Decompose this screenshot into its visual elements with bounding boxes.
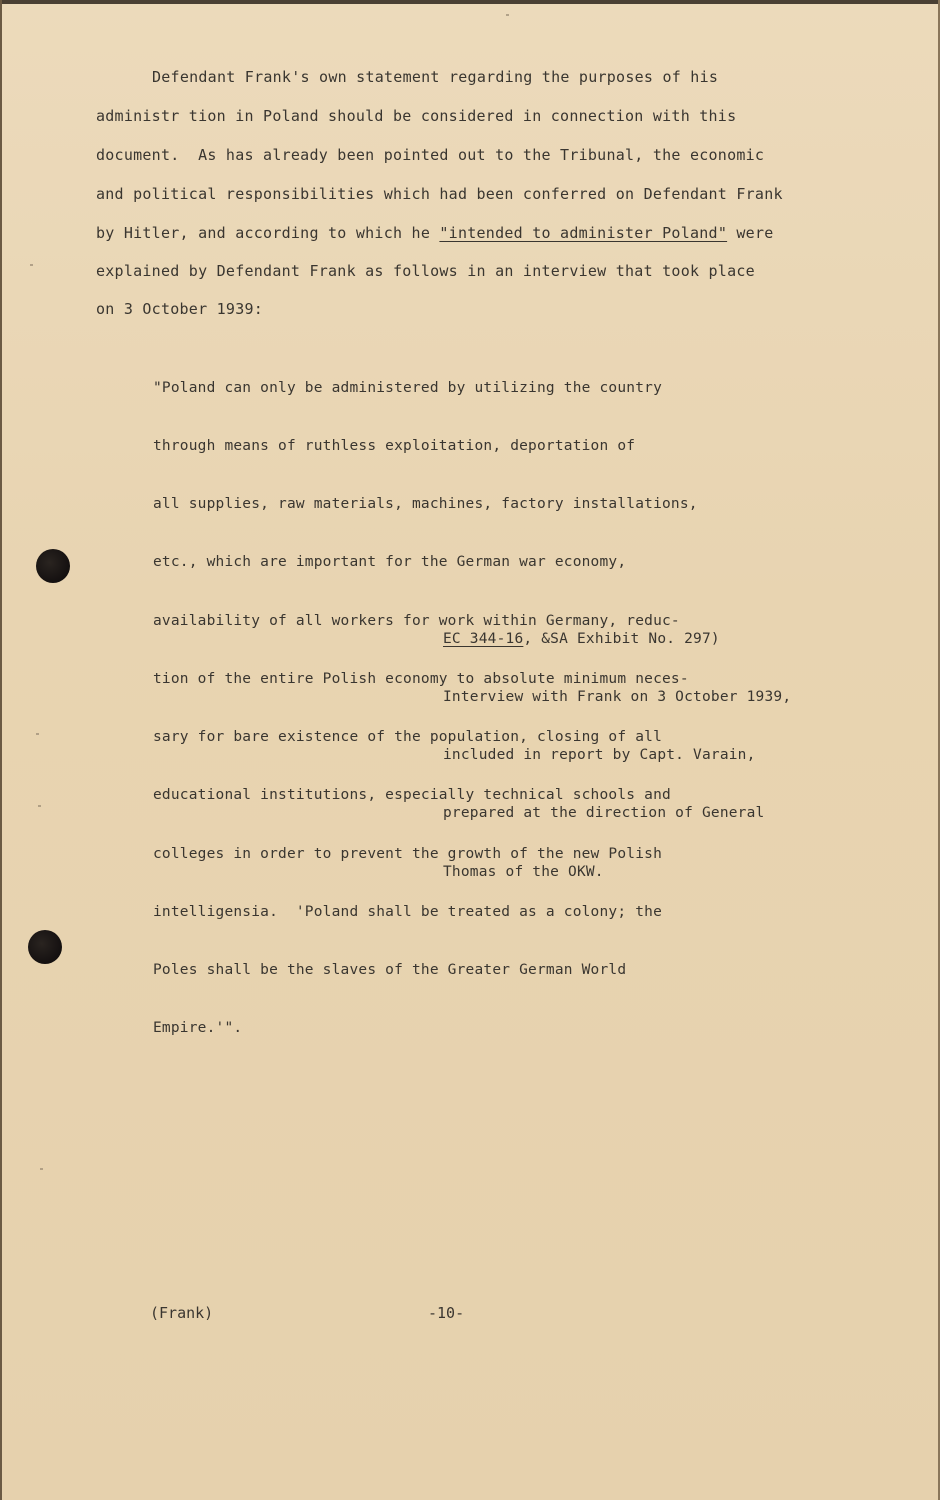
quote-line: educational institutions, especially technical schools and — [153, 787, 671, 804]
quote-line: etc., which are important for the German war economy, — [153, 554, 627, 571]
quote-line: "Poland can only be administered by utilizing the country — [153, 379, 662, 396]
paper-speck — [40, 1168, 43, 1170]
paper-speck — [30, 264, 33, 266]
paper-speck — [38, 805, 41, 807]
body-line-5 — [96, 224, 774, 242]
body-line-3: document. As has already been pointed out to the Tribunal, the economic — [96, 146, 765, 164]
quote-line: availability of all workers for work within Germany, reduc- — [153, 612, 680, 629]
page-left-edge — [0, 0, 2, 1500]
page-number: -10- — [428, 1304, 465, 1322]
quoted-phrase: "intended to administer Poland" — [439, 224, 728, 242]
citation-line: prepared at the direction of General — [443, 805, 765, 822]
punch-hole-bottom — [28, 930, 62, 964]
citation-block — [443, 591, 791, 921]
body-line-1: Defendant Frank's own statement regarding the purposes of his — [152, 68, 719, 86]
paper-speck — [506, 14, 509, 16]
citation-line: included in report by Capt. Varain, — [443, 747, 756, 764]
citation-reference — [443, 630, 791, 649]
body-line-4: and political responsibilities which had been conferred on Defendant Frank — [96, 185, 783, 203]
quote-line: sary for bare existence of the population, closing of all — [153, 729, 662, 746]
body-line-5-end: were — [727, 224, 774, 242]
body-line-5-start: by Hitler, and according to which he — [96, 224, 440, 242]
body-line-7: on 3 October 1939: — [96, 300, 264, 318]
citation-document-id: EC 344-16 — [443, 630, 524, 647]
quote-line: tion of the entire Polish economy to absolute minimum neces- — [153, 670, 689, 687]
citation-line: Thomas of the OKW. — [443, 863, 604, 880]
page-top-edge — [0, 0, 940, 4]
quote-line: Poles shall be the slaves of the Greater German World — [153, 962, 627, 978]
punch-hole-top — [36, 549, 70, 583]
citation-line: Interview with Frank on 3 October 1939, — [443, 689, 792, 706]
quote-line: through means of ruthless exploitation, deportation of — [153, 438, 636, 455]
paper-speck — [36, 733, 39, 735]
citation-exhibit: , &SA Exhibit No. 297) — [523, 630, 720, 647]
body-line-2: administr tion in Poland should be considered in connection with this — [96, 107, 737, 125]
footer-label: (Frank) — [150, 1304, 214, 1322]
quote-line: all supplies, raw materials, machines, factory installations, — [153, 496, 698, 513]
quote-line: colleges in order to prevent the growth of the new Polish — [153, 845, 662, 862]
body-line-6: explained by Defendant Frank as follows in an interview that took place — [96, 262, 755, 280]
quote-line: Empire.'". — [153, 1020, 243, 1037]
quote-line: intelligensia. 'Poland shall be treated as a colony; the — [153, 903, 662, 920]
